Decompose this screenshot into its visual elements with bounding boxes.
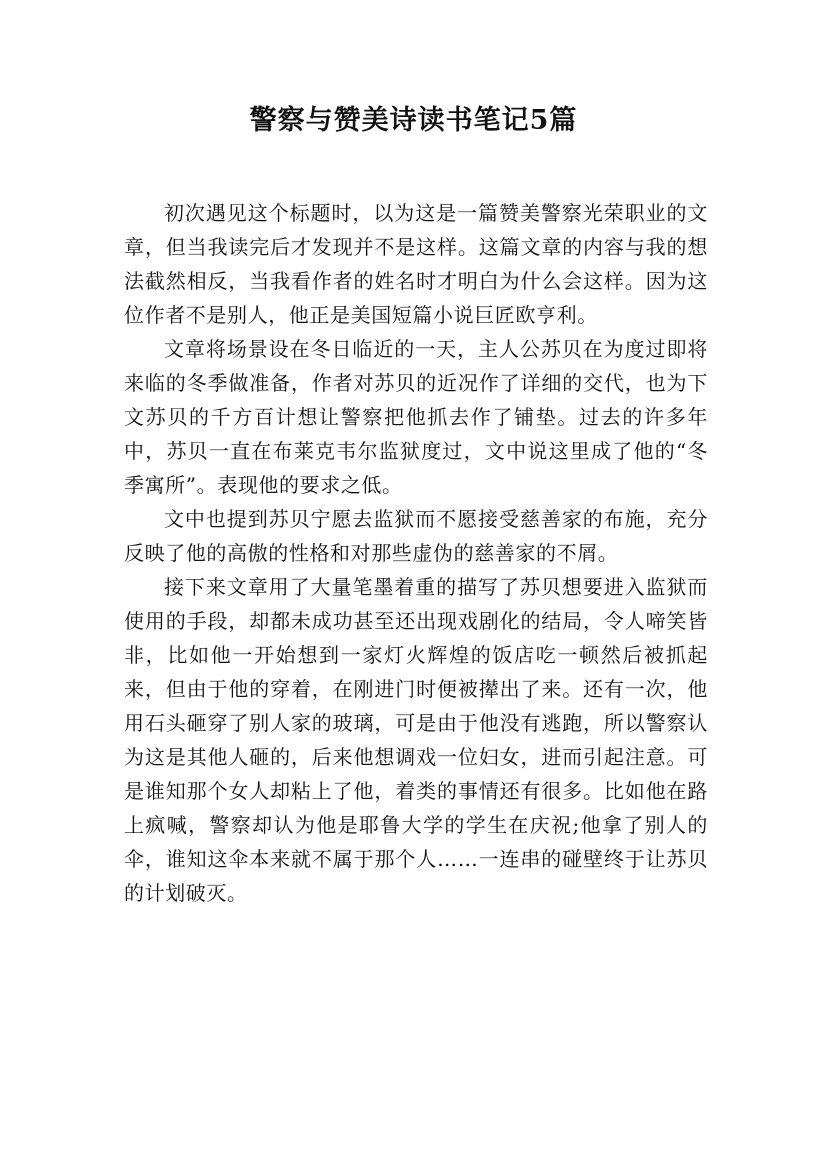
document-title: 警察与赞美诗读书笔记5篇 (249, 105, 578, 136)
paragraph-3: 文中也提到苏贝宁愿去监狱而不愿接受慈善家的布施，充分反映了他的高傲的性格和对那些虚伪的慈善家的不屑。 (124, 507, 708, 565)
paragraph-2: 文章将场景设在冬日临近的一天，主人公苏贝在为度过即将来临的冬季做准备，作者对苏贝的近况作了详细的交代，也为下文苏贝的千方百计想让警察把他抓去作了铺垫。过去的许多年中，苏贝一直在布莱克韦尔监狱度过，文中说这里成了他的“冬季寓所”。表现他的要求之低。 (124, 337, 708, 497)
paragraph-1: 初次遇见这个标题时，以为这是一篇赞美警察光荣职业的文章，但当我读完后才发现并不是这样。这篇文章的内容与我的想法截然相反，当我看作者的姓名时才明白为什么会这样。因为这位作者不是别人，他正是美国短篇小说巨匠欧亨利。 (124, 201, 708, 327)
paragraph-4: 接下来文章用了大量笔墨着重的描写了苏贝想要进入监狱而使用的手段，却都未成功甚至还出现戏剧化的结局，令人啼笑皆非，比如他一开始想到一家灯火辉煌的饭店吃一顿然后被抓起来，但由于他的穿着，在刚进门时便被撵出了来。还有一次，他用石头砸穿了别人家的玻璃，可是由于他没有逃跑，所以警察认为这是其他人砸的，后来他想调戏一位妇女，进而引起注意。可是谁知那个女人却粘上了他，着类的事情还有很多。比如他在路上疯喊，警察却认为他是耶鲁大学的学生在庆祝;他拿了别人的伞，谁知这伞本来就不属于那个人……一连串的碰壁终于让苏贝的计划破灭。 (124, 575, 708, 905)
document-body (124, 196, 708, 910)
